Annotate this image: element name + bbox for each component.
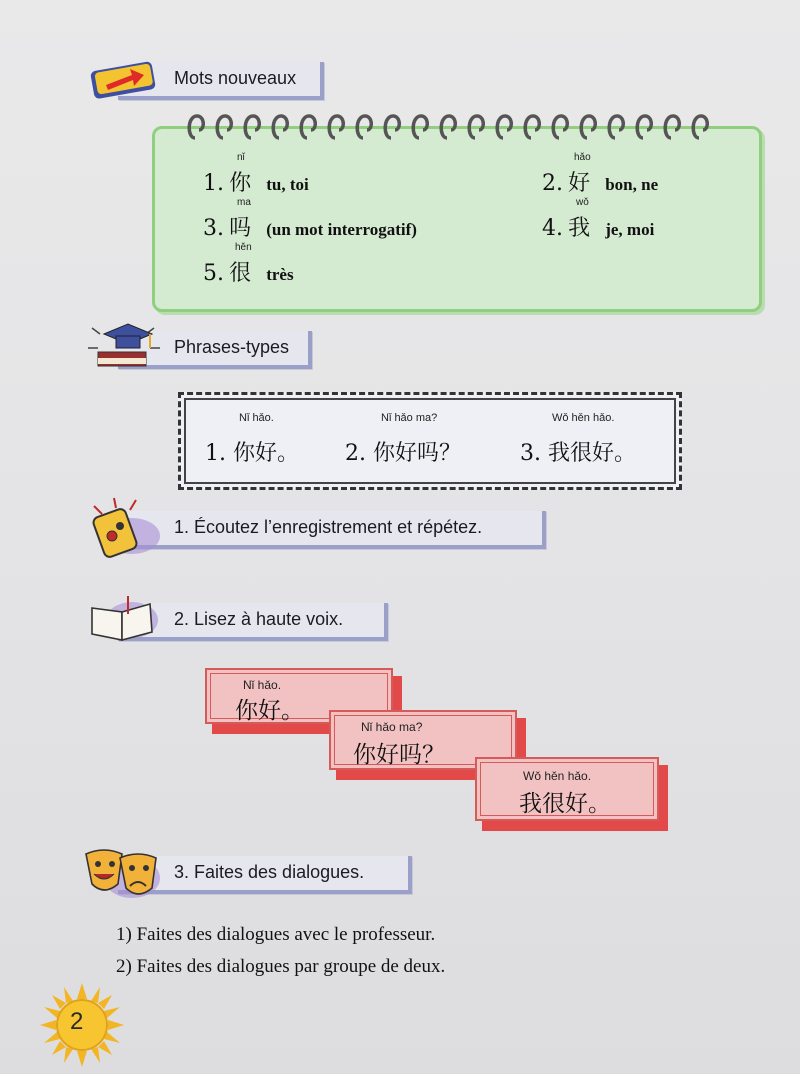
- dialogue-item: 2) Faites des dialogues par groupe de deux.: [116, 956, 446, 977]
- section-banner-exercise-1: [118, 511, 546, 549]
- page-number: 2: [70, 1008, 84, 1035]
- dialogue-item: 1) Faites des dialogues avec le professeur.: [116, 924, 436, 945]
- vocab-item: nǐ 1. 你 tu, toi: [203, 152, 309, 196]
- section-title: Phrases-types: [174, 337, 290, 357]
- cassette-player-icon: [84, 496, 164, 562]
- phrase-card: Nǐ hǎo. 你好。: [205, 668, 393, 724]
- phrase-card: Nǐ hǎo ma? 你好吗？: [329, 710, 517, 770]
- section-title: 1. Écoutez l’enregistrement et répétez.: [174, 517, 483, 537]
- vocab-item: wǒ 4. 我 je, moi: [542, 197, 655, 241]
- arrow-sign-icon: [86, 58, 162, 102]
- vocab-item: ma 3. 吗 (un mot interrogatif): [203, 197, 417, 241]
- graduation-book-icon: [84, 318, 164, 378]
- vocab-item: hěn 5. 很 très: [203, 242, 294, 286]
- section-title: 3. Faites des dialogues.: [174, 862, 365, 882]
- section-title: Mots nouveaux: [174, 68, 297, 88]
- phrase-item: Nǐ hǎo ma? 2. 你好吗？: [345, 412, 462, 466]
- theater-masks-icon: [80, 844, 166, 906]
- spiral-binding-icon: [183, 108, 723, 148]
- phrase-card: Wǒ hěn hǎo. 我很好。: [475, 757, 659, 821]
- section-title: 2. Lisez à haute voix.: [174, 609, 344, 629]
- open-book-icon: [84, 590, 164, 646]
- phrase-item: Wǒ hěn hǎo. 3. 我很好。: [520, 412, 637, 466]
- phrase-item: Nǐ hǎo. 1. 你好。: [205, 412, 300, 466]
- vocab-item: hǎo 2. 好 bon, ne: [542, 152, 659, 196]
